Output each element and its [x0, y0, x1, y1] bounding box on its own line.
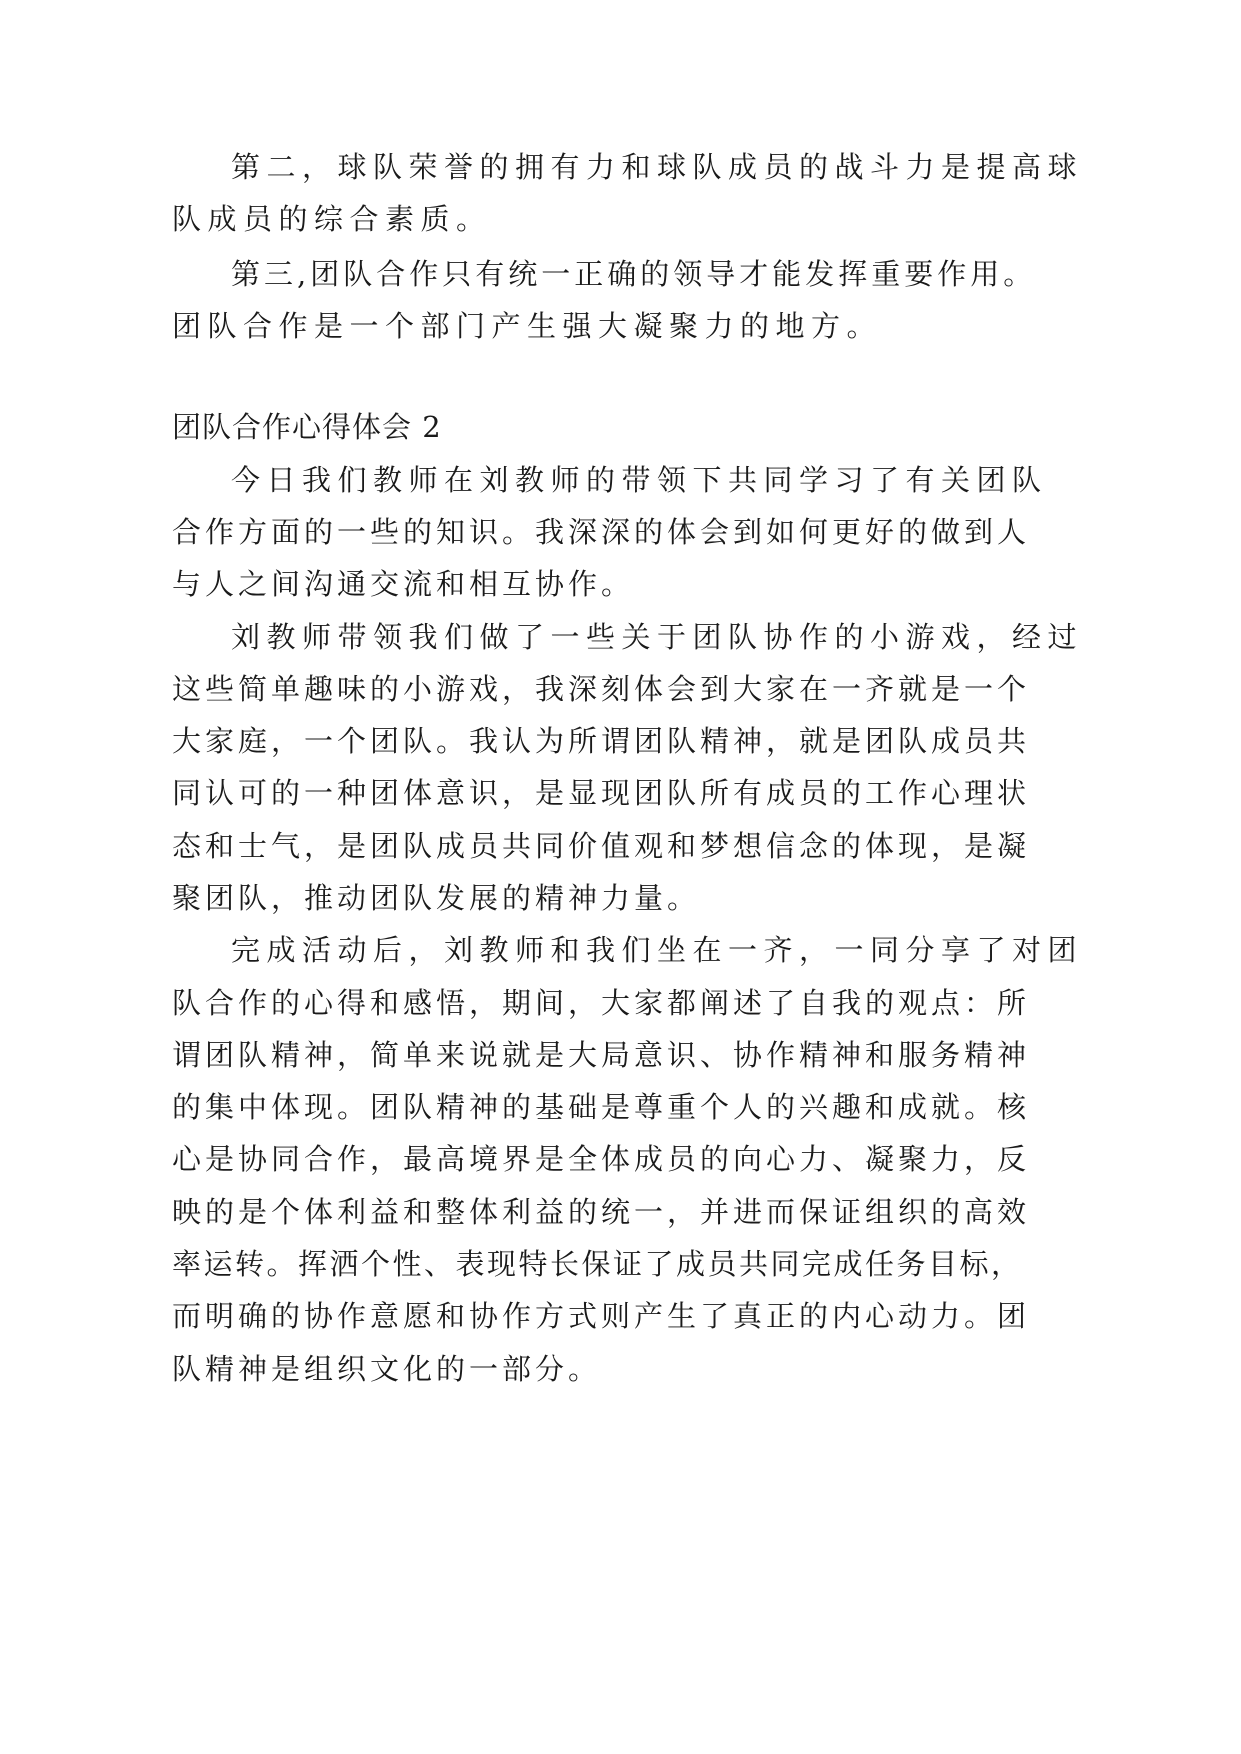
paragraph-line: 的集中体现。团队精神的基础是尊重个人的兴趣和成就。核 [172, 1090, 1031, 1124]
paragraph-line: 率运转。挥洒个性、表现特长保证了成员共同完成任务目标， [172, 1247, 1023, 1281]
paragraph-line: 队成员的综合素质。 [172, 202, 492, 236]
paragraph-line: 大家庭，一个团队。我认为所谓团队精神，就是团队成员共 [172, 724, 1031, 758]
paragraph-line: 心是协同合作，最高境界是全体成员的向心力、凝聚力，反 [172, 1142, 1031, 1176]
paragraph-line: 今日我们教师在刘教师的带领下共同学习了有关团队 [231, 463, 1048, 497]
paragraph-line: 队合作的心得和感悟，期间，大家都阐述了自我的观点：所 [172, 986, 1031, 1020]
paragraph-line: 刘教师带领我们做了一些关于团队协作的小游戏，经过 [231, 620, 1084, 654]
paragraph-line: 映的是个体利益和整体利益的统一，并进而保证组织的高效 [172, 1195, 1031, 1229]
section-title: 团队合作心得体会 2 [172, 410, 442, 444]
paragraph-line: 完成活动后，刘教师和我们坐在一齐，一同分享了对团 [231, 933, 1084, 967]
paragraph-line: 聚团队，推动团队发展的精神力量。 [172, 881, 701, 915]
paragraph-line: 合作方面的一些的知识。我深深的体会到如何更好的做到人 [172, 515, 1031, 549]
paragraph-line: 第三,团队合作只有统一正确的领导才能发挥重要作用。 [231, 257, 1037, 291]
paragraph-line: 而明确的协作意愿和协作方式则产生了真正的内心动力。团 [172, 1299, 1031, 1333]
paragraph-line: 团队合作是一个部门产生强大凝聚力的地方。 [172, 309, 883, 343]
paragraph-line: 态和士气，是团队成员共同价值观和梦想信念的体现，是凝 [172, 829, 1031, 863]
paragraph-line: 与人之间沟通交流和相互协作。 [172, 567, 635, 601]
paragraph-line: 同认可的一种团体意识，是显现团队所有成员的工作心理状 [172, 776, 1031, 810]
paragraph-line: 第二，球队荣誉的拥有力和球队成员的战斗力是提高球 [231, 150, 1084, 184]
paragraph-line: 这些简单趣味的小游戏，我深刻体会到大家在一齐就是一个 [172, 672, 1031, 706]
paragraph-line: 队精神是组织文化的一部分。 [172, 1352, 602, 1386]
paragraph-line: 谓团队精神，简单来说就是大局意识、协作精神和服务精神 [172, 1038, 1031, 1072]
